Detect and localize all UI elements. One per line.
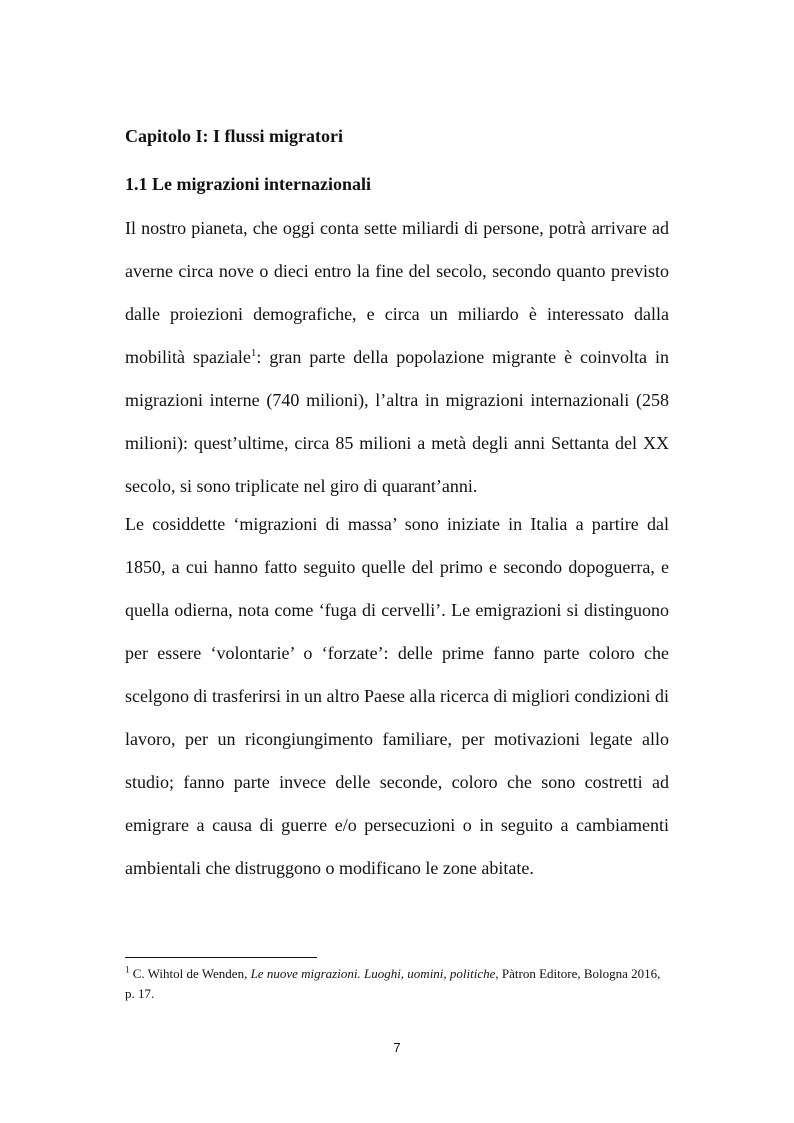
paragraph-1 — [125, 207, 669, 508]
footnote-reference[interactable]: 1 — [250, 347, 257, 359]
paragraph-1-text-b: : gran parte della popolazione migrante è coinvolta in migrazioni interne (740 milioni), l’altra in migrazioni internazionali (258 milioni): quest’ultime, circa 85 milioni a metà degli anni Settanta del XX secolo, si sono triplicate nel giro di quarant’anni. — [125, 347, 669, 496]
footnote-author: C. Wihtol de Wenden, — [129, 966, 251, 981]
footnote-separator — [125, 957, 317, 958]
section-title: 1.1 Le migrazioni internazionali — [125, 174, 371, 194]
footnote-publication: , Pàtron Editore, Bologna 2016, p. 17. — [125, 966, 661, 1001]
paragraph-1-text-a: Il nostro pianeta, che oggi conta sette miliardi di persone, potrà arrivare ad averne circa nove o dieci entro la fine del secolo, secondo quanto previsto dalle proiezioni demografiche, e circa un miliardo è interessato dalla mobilità spaziale — [125, 218, 669, 367]
page-number: 7 — [393, 1040, 401, 1055]
footnote-book-title: Le nuove migrazioni. Luoghi, uomini, politiche — [250, 966, 496, 981]
chapter-title: Capitolo I: I flussi migratori — [125, 126, 343, 146]
footnote-number: 1 — [125, 964, 130, 975]
paragraph-2: Le cosiddette ‘migrazioni di massa’ sono iniziate in Italia a partire dal 1850, a cui hanno fatto seguito quelle del primo e secondo dopoguerra, e quella odierna, nota come ‘fuga di cervelli’. Le emigrazioni si distinguono per essere ‘volontarie’ o ‘forzate’: delle prime fanno parte coloro che scelgono di trasferirsi in un altro Paese alla ricerca di migliori condizioni di lavoro, per un ricongiungimento familiare, per motivazioni legate allo studio; fanno parte invece delle seconde, coloro che sono costretti ad emigrare a causa di guerre e/o persecuzioni o in seguito a cambiamenti ambientali che distruggono o modificano le zone abitate. — [125, 514, 669, 878]
footnote — [125, 964, 669, 1004]
